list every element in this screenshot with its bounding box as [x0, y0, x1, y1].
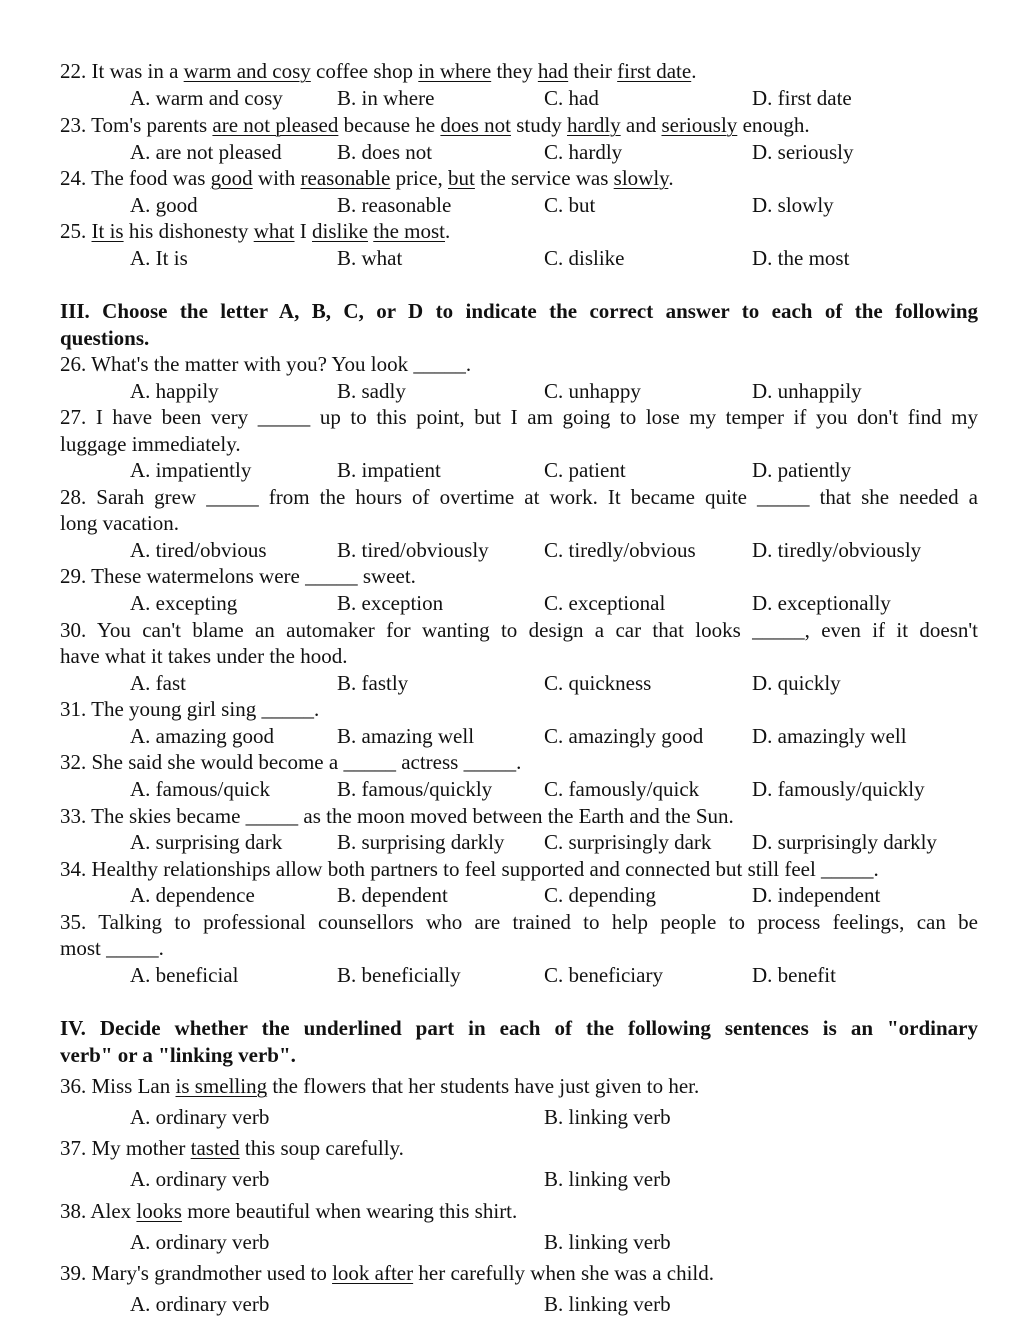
option-a: A. amazing good	[130, 724, 275, 748]
question-text: 38. Alex	[60, 1199, 137, 1223]
underlined-part: good	[210, 166, 253, 190]
option-d: D. quickly	[752, 671, 841, 695]
underlined-part: reasonable	[300, 166, 391, 190]
question-29: 29. These watermelons were _____ sweet.	[60, 564, 416, 588]
option-a: A. It is	[130, 246, 188, 270]
question-30-cont: have what it takes under the hood.	[60, 644, 348, 668]
option-a: A. excepting	[130, 591, 238, 615]
option-d: D. amazingly well	[752, 724, 907, 748]
option-c: C. amazingly good	[544, 724, 704, 748]
option-d: D. slowly	[752, 193, 834, 217]
option-b: B. linking verb	[544, 1167, 671, 1191]
option-b: B. what	[337, 246, 403, 270]
question-text: .	[668, 166, 674, 190]
question-text: 36. Miss Lan	[60, 1074, 176, 1098]
question-text: enough.	[737, 113, 810, 137]
underlined-part: dislike	[312, 219, 369, 243]
question-text: coffee shop	[310, 59, 419, 83]
option-b: B. dependent	[337, 883, 448, 907]
question-text: I	[294, 219, 313, 243]
question-text: study	[510, 113, 567, 137]
option-b: B. sadly	[337, 379, 406, 403]
question-text: because he	[338, 113, 441, 137]
question-text: their	[568, 59, 618, 83]
option-a: A. impatiently	[130, 458, 252, 482]
question-text: .	[691, 59, 697, 83]
option-a: A. are not pleased	[130, 140, 282, 164]
question-text: they	[491, 59, 538, 83]
option-b: B. impatient	[337, 458, 441, 482]
question-38	[60, 1198, 978, 1225]
option-d: D. first date	[752, 86, 852, 110]
question-text: this soup carefully.	[239, 1136, 404, 1160]
question-text: 24. The food was	[60, 166, 211, 190]
option-c: C. quickness	[544, 671, 652, 695]
underlined-part: seriously	[661, 113, 738, 137]
question-text: 39. Mary's grandmother used to	[60, 1261, 333, 1285]
option-b: B. does not	[337, 140, 433, 164]
question-31: 31. The young girl sing _____.	[60, 697, 320, 721]
question-24	[60, 165, 978, 192]
section-3-heading: III. Choose the letter A, B, C, or D to indicate the correct answer to each of the following	[60, 299, 978, 323]
option-b: B. beneficially	[337, 963, 461, 987]
option-d: D. seriously	[752, 140, 854, 164]
question-text: price,	[390, 166, 449, 190]
option-c: C. tiredly/obvious	[544, 538, 696, 562]
question-28: 28. Sarah grew _____ from the hours of overtime at work. It became quite _____ that she needed a	[60, 485, 978, 509]
option-b: B. fastly	[337, 671, 409, 695]
underlined-part: hardly	[567, 113, 621, 137]
option-a: A. ordinary verb	[130, 1230, 270, 1254]
underlined-part: It is	[91, 219, 124, 243]
option-b: B. tired/obviously	[337, 538, 489, 562]
question-text: .	[445, 219, 451, 243]
option-d: D. surprisingly darkly	[752, 830, 937, 854]
question-32: 32. She said she would become a _____ actress _____.	[60, 750, 522, 774]
section-4-heading-cont: verb" or a "linking verb".	[60, 1043, 296, 1067]
question-25	[60, 218, 978, 245]
underlined-part: in where	[418, 59, 492, 83]
question-text: the flowers that her students have just given to her.	[267, 1074, 700, 1098]
option-b: B. famous/quickly	[337, 777, 493, 801]
option-d: D. famously/quickly	[752, 777, 925, 801]
option-a: A. fast	[130, 671, 186, 695]
question-27-cont: luggage immediately.	[60, 432, 241, 456]
option-b: B. exception	[337, 591, 444, 615]
option-a: A. famous/quick	[130, 777, 270, 801]
question-30: 30. You can't blame an automaker for wanting to design a car that looks _____, even if it doesn't	[60, 618, 978, 642]
section-3-heading-cont: questions.	[60, 326, 150, 350]
option-d: D. patiently	[752, 458, 852, 482]
option-a: A. good	[130, 193, 198, 217]
question-text: with	[252, 166, 301, 190]
underlined-part: had	[537, 59, 569, 83]
underlined-part: warm and cosy	[183, 59, 311, 83]
underlined-part: looks	[136, 1199, 182, 1223]
option-a: A. ordinary verb	[130, 1292, 270, 1316]
option-c: C. famously/quick	[544, 777, 700, 801]
underlined-part: look after	[332, 1261, 414, 1285]
option-b: B. reasonable	[337, 193, 452, 217]
question-39	[60, 1260, 978, 1287]
option-d: D. independent	[752, 883, 881, 907]
question-26: 26. What's the matter with you? You look _____.	[60, 352, 472, 376]
option-c: C. had	[544, 86, 599, 110]
question-27: 27. I have been very _____ up to this point, but I am going to lose my temper if you don't find my	[60, 405, 978, 429]
question-text: 22. It was in a	[60, 59, 184, 83]
option-a: A. dependence	[130, 883, 255, 907]
option-c: C. dislike	[544, 246, 625, 270]
question-22	[60, 58, 978, 85]
option-b: B. amazing well	[337, 724, 475, 748]
option-d: D. unhappily	[752, 379, 862, 403]
question-text: and	[620, 113, 662, 137]
option-a: A. ordinary verb	[130, 1167, 270, 1191]
question-text: 25.	[60, 219, 92, 243]
underlined-part: are not pleased	[212, 113, 339, 137]
question-text: her carefully when she was a child.	[413, 1261, 715, 1285]
option-c: C. but	[544, 193, 596, 217]
underlined-part: slowly	[613, 166, 669, 190]
question-text: more beautiful when wearing this shirt.	[181, 1199, 518, 1223]
underlined-part: what	[253, 219, 295, 243]
underlined-part: the most	[373, 219, 446, 243]
option-b: B. in where	[337, 86, 435, 110]
option-b: B. linking verb	[544, 1105, 671, 1129]
option-c: C. patient	[544, 458, 626, 482]
option-d: D. exceptionally	[752, 591, 891, 615]
question-35: 35. Talking to professional counsellors who are trained to help people to process feelings, can be	[60, 910, 978, 934]
option-a: A. tired/obvious	[130, 538, 267, 562]
question-36	[60, 1073, 978, 1100]
option-c: C. beneficiary	[544, 963, 663, 987]
underlined-part: but	[448, 166, 475, 190]
option-c: C. exceptional	[544, 591, 666, 615]
question-text: 37. My mother	[60, 1136, 191, 1160]
option-a: A. happily	[130, 379, 219, 403]
underlined-part: first date	[617, 59, 692, 83]
question-text: his dishonesty	[123, 219, 254, 243]
option-a: A. ordinary verb	[130, 1105, 270, 1129]
option-a: A. beneficial	[130, 963, 239, 987]
option-d: D. the most	[752, 246, 850, 270]
option-c: C. surprisingly dark	[544, 830, 712, 854]
underlined-part: does not	[440, 113, 511, 137]
option-d: D. benefit	[752, 963, 836, 987]
option-b: B. linking verb	[544, 1230, 671, 1254]
option-c: C. unhappy	[544, 379, 641, 403]
section-4-heading: IV. Decide whether the underlined part in each of the following sentences is an "ordinary	[60, 1016, 978, 1040]
option-a: A. warm and cosy	[130, 86, 283, 110]
question-33: 33. The skies became _____ as the moon moved between the Earth and the Sun.	[60, 804, 734, 828]
question-text: the service was	[474, 166, 614, 190]
question-34: 34. Healthy relationships allow both partners to feel supported and connected but still feel _____.	[60, 857, 879, 881]
question-23	[60, 112, 978, 139]
underlined-part: tasted	[190, 1136, 240, 1160]
option-b: B. linking verb	[544, 1292, 671, 1316]
option-b: B. surprising darkly	[337, 830, 505, 854]
question-37	[60, 1135, 978, 1162]
option-c: C. hardly	[544, 140, 623, 164]
question-35-cont: most _____.	[60, 936, 164, 960]
option-c: C. depending	[544, 883, 656, 907]
question-text: 23. Tom's parents	[60, 113, 213, 137]
question-28-cont: long vacation.	[60, 511, 179, 535]
option-d: D. tiredly/obviously	[752, 538, 922, 562]
underlined-part: is smelling	[175, 1074, 268, 1098]
option-a: A. surprising dark	[130, 830, 283, 854]
